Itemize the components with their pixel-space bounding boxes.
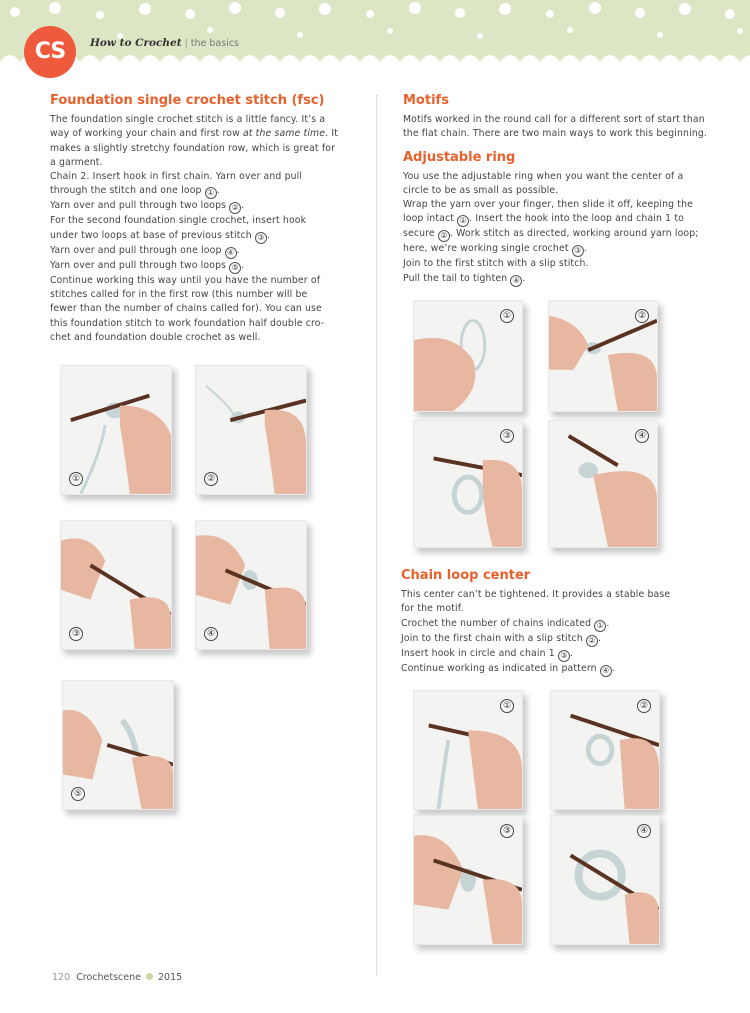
fsc-line-text: way of working your chain and first row xyxy=(50,128,243,140)
chain-loop-heading: Chain loop center xyxy=(401,568,531,583)
step-number-5: ⑤ xyxy=(229,262,241,274)
step-number-1: ① xyxy=(457,215,469,227)
column-divider xyxy=(376,95,377,975)
photo-step-number: ④ xyxy=(635,429,649,443)
step-number-3: ③ xyxy=(558,650,570,662)
photo-step-number: ① xyxy=(500,699,514,713)
magazine-name: Crochetscene xyxy=(76,972,141,983)
chain-line: This center can’t be tightened. It provides a stable base xyxy=(401,589,671,600)
ring-step-photo-4 xyxy=(548,420,658,548)
fsc-line: under two loops at base of previous stitch ③ . xyxy=(50,229,271,242)
chain-line-text: Insert hook in circle and chain 1 xyxy=(401,647,558,659)
fsc-line-text: through the stitch and one loop xyxy=(50,185,205,197)
crochetscene-logo: CS xyxy=(24,26,76,78)
fsc-line: The foundation single crochet stitch is a little fancy. It’s a xyxy=(50,114,326,125)
photo-step-number: ② xyxy=(637,699,651,713)
chain-line-text: Join to the first chain with a slip stitch xyxy=(401,632,586,644)
chain-line-text: Continue working as indicated in pattern xyxy=(401,662,600,674)
ring-step-photo-3 xyxy=(413,420,523,548)
fsc-line-text: Yarn over and pull through two loops xyxy=(50,200,230,212)
photo-step-number: ① xyxy=(69,472,83,486)
step-number-3: ③ xyxy=(255,232,267,244)
fsc-step-photo-4 xyxy=(195,520,307,650)
ring-line xyxy=(403,227,708,242)
step-number-1: ① xyxy=(594,620,606,632)
chain-line: for the motif. xyxy=(401,603,464,615)
fsc-line xyxy=(50,127,355,141)
ring-line-text: here, we’re working single crochet xyxy=(403,243,572,255)
fsc-line: For the second foundation single crochet, insert hook xyxy=(50,215,307,227)
motifs-line: Motifs worked in the round call for a different sort of start than xyxy=(403,114,705,125)
chain-loop-instructions xyxy=(401,588,711,677)
fsc-step-photo-3 xyxy=(60,520,172,650)
ring-line xyxy=(403,212,708,227)
fsc-line: stitches called for in the first row (this number will be xyxy=(50,289,308,301)
photo-step-number: ② xyxy=(204,472,218,486)
photo-step-number: ③ xyxy=(69,627,83,641)
ring-line: You use the adjustable ring when you want the center of a xyxy=(403,170,684,182)
header-section: the basics xyxy=(190,38,240,49)
fsc-line: Continue working this way until you have the number of xyxy=(50,274,321,286)
fsc-line: a garment. xyxy=(50,156,103,168)
header-separator: | xyxy=(184,38,188,49)
photo-step-number: ④ xyxy=(637,824,651,838)
ring-line-text: secure xyxy=(403,228,438,240)
fsc-line-text: Yarn over and pull through one loop xyxy=(50,244,225,256)
chain-line-text: Crochet the number of chains indicated xyxy=(401,617,595,629)
motifs-heading: Motifs xyxy=(403,93,449,108)
ring-line: Pull the tail to tighten ④ . xyxy=(403,272,526,285)
ring-step-photo-1 xyxy=(413,300,523,412)
chain-line: Insert hook in circle and chain 1 ③ . xyxy=(401,647,573,660)
chain-step-photo-4 xyxy=(550,815,660,945)
chain-step-photo-3 xyxy=(413,815,523,945)
fsc-line: fewer than the number of chains called for). You can use xyxy=(50,303,322,315)
ring-line-text: . Work stitch as directed, working around yarn loop; xyxy=(449,228,699,240)
ring-line-text: . Insert the hook into the loop and chain 1 to xyxy=(469,213,684,225)
fsc-instructions xyxy=(50,113,355,345)
chain-loop-section xyxy=(401,568,711,677)
photo-step-number: ⑤ xyxy=(71,787,85,801)
fsc-italic-phrase: at the same time xyxy=(242,128,326,140)
chain-line: Continue working as indicated in pattern ④ . xyxy=(401,662,615,675)
chain-step-photo-1 xyxy=(413,690,523,810)
page-number: 120 xyxy=(52,972,71,983)
motifs-line: the flat chain. There are two main ways to work this beginning. xyxy=(403,128,708,140)
adjustable-ring-heading: Adjustable ring xyxy=(403,149,516,165)
fsc-line: Chain 2. Insert hook in first chain. Yarn over and pull xyxy=(50,171,303,183)
fsc-step-photo-1 xyxy=(60,365,172,495)
photo-step-number: ③ xyxy=(500,429,514,443)
fsc-line: chet and foundation double crochet as well. xyxy=(50,331,261,343)
fsc-heading: Foundation single crochet stitch (fsc) xyxy=(50,93,325,108)
step-number-2: ② xyxy=(586,635,598,647)
photo-step-number: ④ xyxy=(204,627,218,641)
fsc-line: through the stitch and one loop ① . xyxy=(50,185,220,198)
step-number-4: ④ xyxy=(510,275,522,287)
ring-line-text: Pull the tail to tighten xyxy=(403,272,511,284)
header-how-to: How to Crochet xyxy=(90,37,182,49)
ring-line: Join to the first stitch with a slip stitch. xyxy=(403,258,589,270)
left-column xyxy=(50,93,355,345)
fsc-line: this foundation stitch to work foundation half double cro- xyxy=(50,317,325,329)
fsc-line-text: . It xyxy=(325,128,339,140)
ring-line: circle to be as small as possible. xyxy=(403,184,559,196)
photo-step-number: ③ xyxy=(500,824,514,838)
issue-year: 2015 xyxy=(157,972,183,983)
right-column xyxy=(403,93,708,287)
step-number-4: ④ xyxy=(600,665,612,677)
ring-step-photo-2 xyxy=(548,300,658,412)
footer-dot-icon xyxy=(146,973,153,980)
chain-step-photo-2 xyxy=(550,690,660,810)
ring-line: here, we’re working single crochet ③ . xyxy=(403,243,587,256)
step-number-2: ② xyxy=(229,202,241,214)
photo-step-number: ① xyxy=(500,309,514,323)
step-number-1: ① xyxy=(205,187,217,199)
ring-line: Wrap the yarn over your finger, then slide it off, keeping the xyxy=(403,199,694,211)
page-footer xyxy=(52,972,182,983)
adjustable-ring-instructions xyxy=(403,170,708,287)
step-number-2: ② xyxy=(438,230,450,242)
fsc-line: makes a slightly stretchy foundation row, which is great for xyxy=(50,142,336,154)
running-header xyxy=(90,37,239,49)
photo-step-number: ② xyxy=(635,309,649,323)
motifs-intro xyxy=(403,113,708,142)
fsc-line-text: Yarn over and pull through two loops xyxy=(50,259,230,271)
ring-line-text: loop intact xyxy=(403,213,458,225)
fsc-step-photo-5 xyxy=(62,680,174,810)
fsc-line: Yarn over and pull through two loops ② . xyxy=(50,200,245,213)
fsc-step-photo-2 xyxy=(195,365,307,495)
fsc-line: Yarn over and pull through one loop ④ . xyxy=(50,244,240,257)
chain-line: Join to the first chain with a slip stitch ② . xyxy=(401,632,602,645)
chain-line: Crochet the number of chains indicated ① . xyxy=(401,617,610,630)
step-number-3: ③ xyxy=(572,245,584,257)
fsc-line-text: under two loops at base of previous stitch xyxy=(50,229,255,241)
fsc-line: Yarn over and pull through two loops ⑤ . xyxy=(50,259,245,272)
step-number-4: ④ xyxy=(225,247,237,259)
